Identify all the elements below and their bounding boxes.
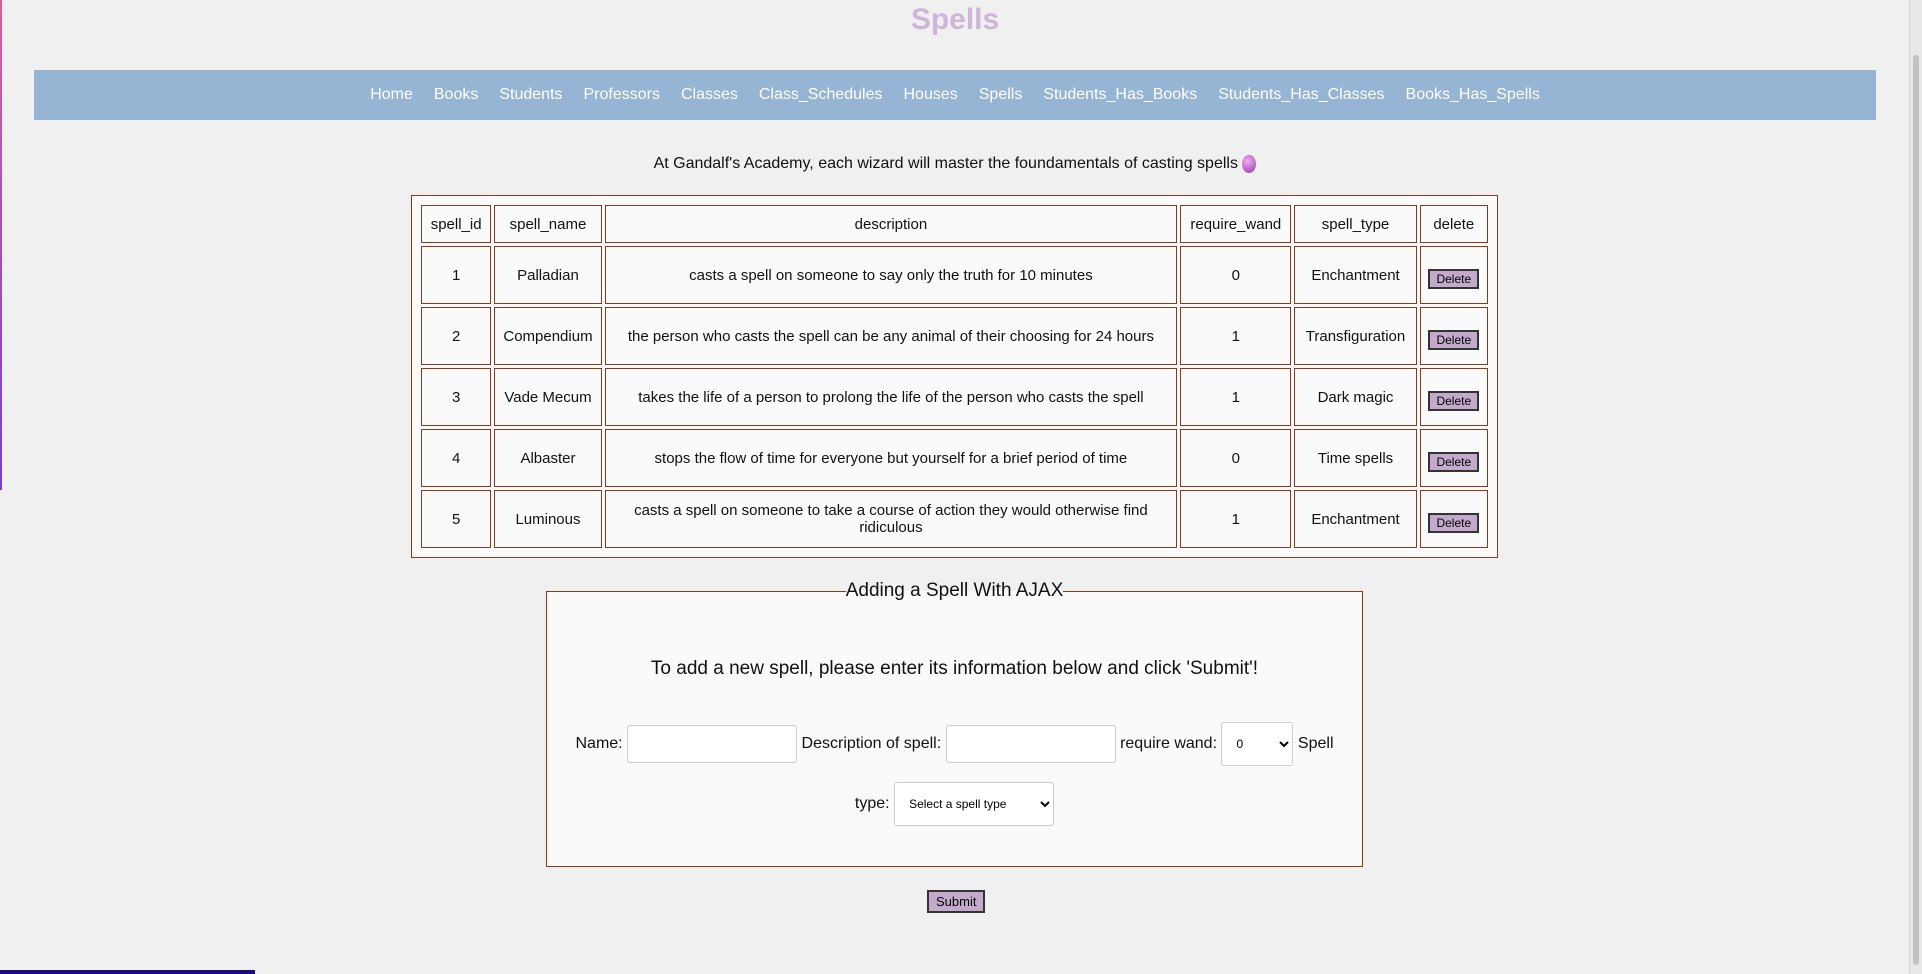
cell-description: casts a spell on someone to take a course of action they would otherwise find ridiculous	[605, 490, 1178, 548]
column-header-spell_id: spell_id	[421, 205, 491, 243]
submit-button[interactable]: Submit	[927, 890, 985, 913]
form-message: To add a new spell, please enter its information below and click 'Submit'!	[650, 658, 1259, 679]
nav-link-class_schedules[interactable]: Class_Schedules	[758, 86, 883, 103]
column-header-spell_name: spell_name	[494, 205, 601, 243]
require-wand-label: require wand:	[1120, 735, 1218, 752]
table-row	[421, 490, 1488, 548]
nav-link-students[interactable]: Students	[499, 86, 563, 103]
column-header-delete: delete	[1420, 205, 1488, 243]
cell-spell_id: 1	[421, 246, 491, 304]
require-wand-select[interactable]	[1221, 722, 1293, 766]
cell-description: stops the flow of time for everyone but yourself for a brief period of time	[605, 429, 1178, 487]
cell-spell_type: Transfiguration	[1294, 307, 1416, 365]
cell-spell_name: Vade Mecum	[494, 368, 601, 426]
window-edge	[0, 0, 2, 490]
spell-type-label-cont: type:	[854, 795, 890, 812]
cell-require_wand: 0	[1180, 246, 1291, 304]
column-header-require_wand: require_wand	[1180, 205, 1291, 243]
delete-button[interactable]: Delete	[1428, 330, 1479, 350]
nav-link-houses[interactable]: Houses	[903, 86, 958, 103]
cell-spell_id: 4	[421, 429, 491, 487]
intro-label: At Gandalf's Academy, each wizard will master the foundamentals of casting spells	[653, 155, 1238, 173]
table-row	[421, 368, 1488, 426]
cell-require_wand: 1	[1180, 368, 1291, 426]
nav-link-books_has_spells[interactable]: Books_Has_Spells	[1405, 86, 1540, 103]
cell-require_wand: 1	[1180, 490, 1291, 548]
nav-link-professors[interactable]: Professors	[583, 86, 660, 103]
window-edge-bottom	[0, 970, 255, 974]
cell-spell_type: Time spells	[1294, 429, 1416, 487]
description-input[interactable]	[946, 725, 1116, 763]
cell-delete	[1420, 307, 1488, 365]
cell-spell_type: Enchantment	[1294, 246, 1416, 304]
cell-delete	[1420, 246, 1488, 304]
name-label: Name:	[575, 735, 623, 752]
table-row	[421, 307, 1488, 365]
spell-type-select[interactable]	[894, 782, 1054, 826]
cell-description: casts a spell on someone to say only the truth for 10 minutes	[605, 246, 1178, 304]
nav-link-classes[interactable]: Classes	[680, 86, 738, 103]
scrollbar-thumb[interactable]	[1913, 55, 1919, 965]
cell-spell_name: Compendium	[494, 307, 601, 365]
table-row	[421, 429, 1488, 487]
nav-link-students_has_classes[interactable]: Students_Has_Classes	[1218, 86, 1385, 103]
nav-bar	[34, 70, 1876, 120]
cell-description: takes the life of a person to prolong the life of the person who casts the spell	[605, 368, 1178, 426]
nav-link-books[interactable]: Books	[433, 86, 479, 103]
cell-delete	[1420, 368, 1488, 426]
spell-type-label: Spell	[1297, 735, 1334, 752]
cell-spell_type: Dark magic	[1294, 368, 1416, 426]
cell-spell_id: 5	[421, 490, 491, 548]
delete-button[interactable]: Delete	[1428, 391, 1479, 411]
crystal-ball-icon	[1242, 155, 1256, 173]
cell-spell_id: 2	[421, 307, 491, 365]
intro-text	[0, 155, 1910, 173]
cell-spell_name: Luminous	[494, 490, 601, 548]
form-legend: Adding a Spell With AJAX	[845, 580, 1064, 601]
scrollbar[interactable]	[1909, 0, 1922, 974]
cell-spell_id: 3	[421, 368, 491, 426]
add-spell-form	[546, 580, 1363, 867]
cell-spell_type: Enchantment	[1294, 490, 1416, 548]
cell-require_wand: 0	[1180, 429, 1291, 487]
table-row	[421, 246, 1488, 304]
nav-link-spells[interactable]: Spells	[978, 86, 1023, 103]
page-title: Spells	[910, 3, 1000, 36]
column-header-spell_type: spell_type	[1294, 205, 1416, 243]
cell-spell_name: Palladian	[494, 246, 601, 304]
delete-button[interactable]: Delete	[1428, 452, 1479, 472]
description-label: Description of spell:	[801, 735, 942, 752]
delete-button[interactable]: Delete	[1428, 269, 1479, 289]
cell-description: the person who casts the spell can be any animal of their choosing for 24 hours	[605, 307, 1178, 365]
cell-spell_name: Albaster	[494, 429, 601, 487]
spells-table	[411, 195, 1498, 558]
delete-button[interactable]: Delete	[1428, 513, 1479, 533]
nav-link-home[interactable]: Home	[370, 86, 413, 103]
cell-delete	[1420, 490, 1488, 548]
cell-delete	[1420, 429, 1488, 487]
cell-require_wand: 1	[1180, 307, 1291, 365]
nav-link-students_has_books[interactable]: Students_Has_Books	[1043, 86, 1198, 103]
name-input[interactable]	[627, 725, 797, 763]
column-header-description: description	[605, 205, 1178, 243]
